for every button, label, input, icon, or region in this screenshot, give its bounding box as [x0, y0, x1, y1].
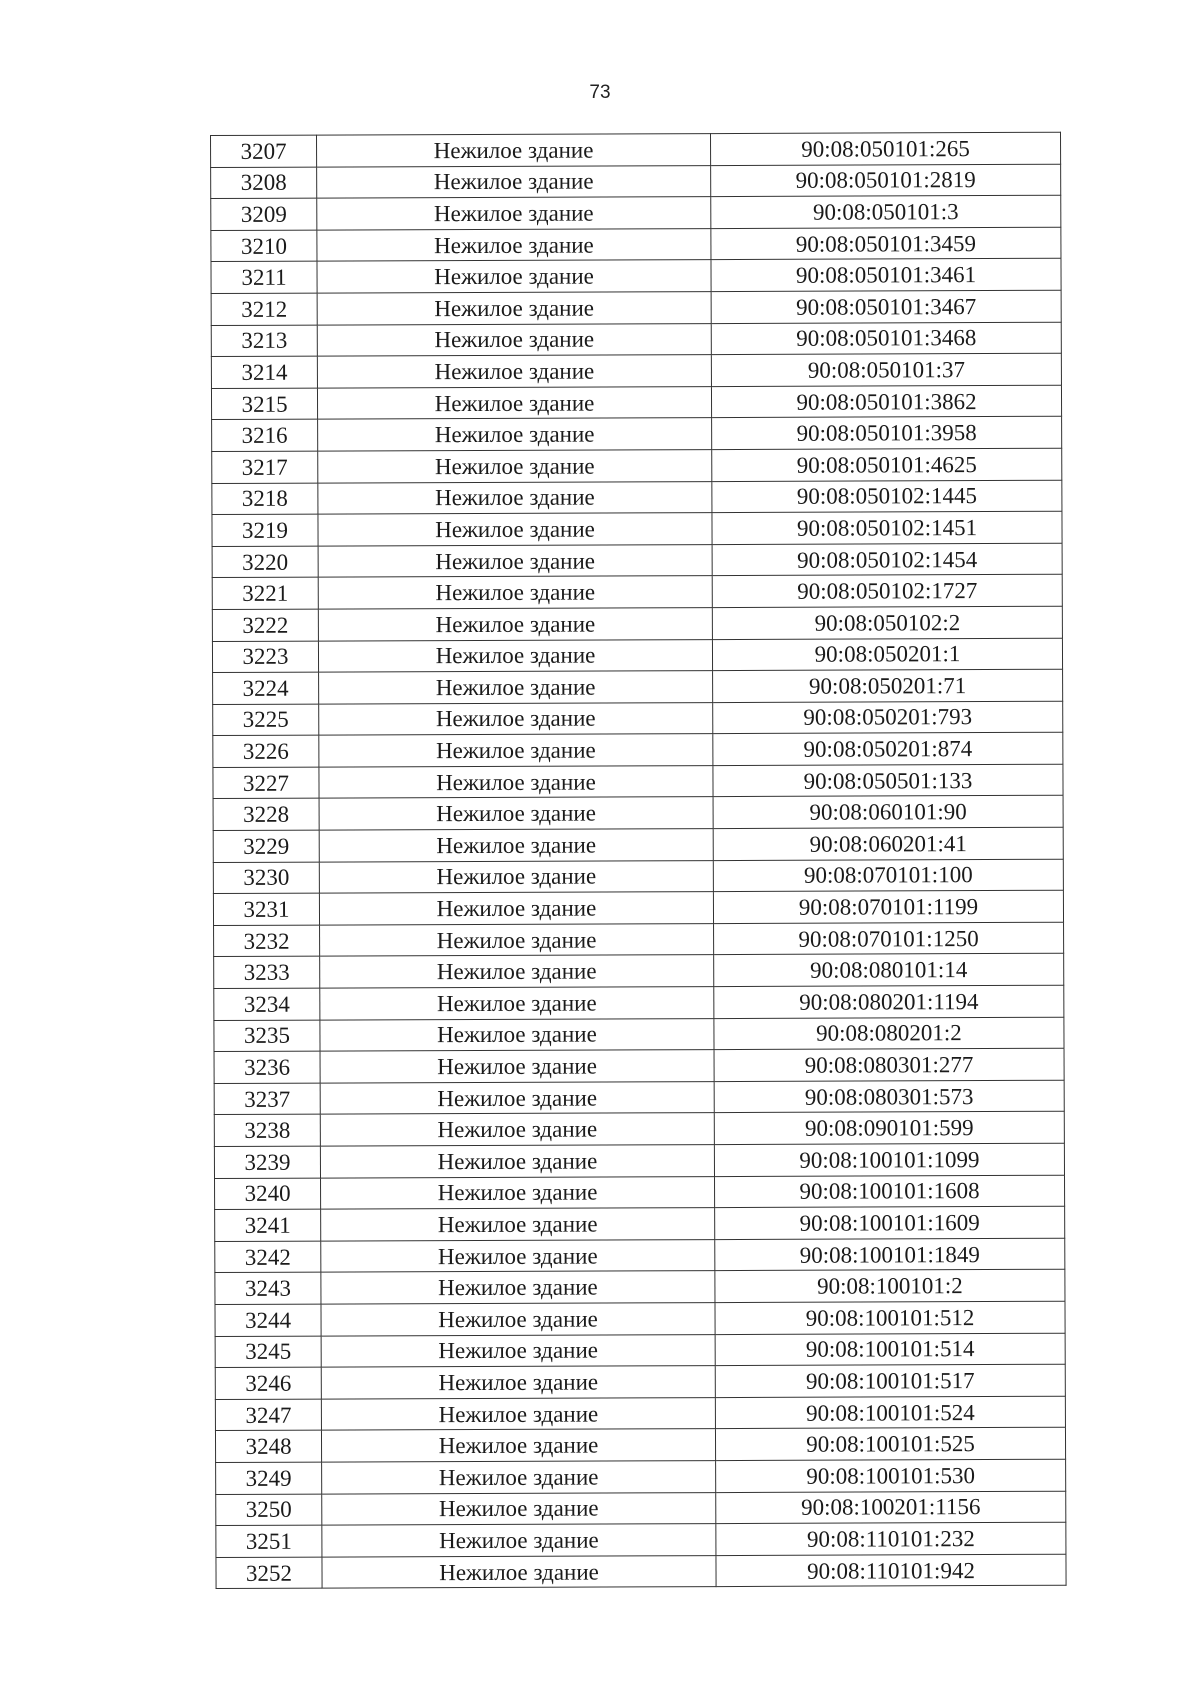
table-row: [214, 1048, 1064, 1083]
object-type-cell: Нежилое здание: [322, 1555, 716, 1588]
table-row: [216, 1554, 1066, 1589]
object-type-cell: Нежилое здание: [317, 386, 711, 419]
table-row: [211, 132, 1061, 167]
cadastral-number-cell: 90:08:100101:2: [715, 1270, 1065, 1303]
row-number-cell: 3234: [214, 988, 320, 1020]
table-row: [215, 1270, 1065, 1305]
object-type-cell: Нежилое здание: [319, 860, 713, 893]
object-type-cell: Нежилое здание: [317, 228, 711, 261]
object-type-cell: Нежилое здание: [318, 639, 712, 672]
cadastral-number-cell: 90:08:070101:1250: [714, 922, 1064, 955]
row-number-cell: 3230: [213, 862, 319, 894]
object-type-cell: Нежилое здание: [322, 1524, 716, 1557]
object-type-cell: Нежилое здание: [318, 418, 712, 451]
table-row: [215, 1396, 1065, 1431]
cadastral-number-cell: 90:08:050101:265: [710, 132, 1060, 165]
object-type-cell: Нежилое здание: [320, 1113, 714, 1146]
page-number: 73: [589, 82, 611, 103]
row-number-cell: 3249: [216, 1462, 322, 1494]
object-type-cell: Нежилое здание: [319, 797, 713, 830]
object-type-cell: Нежилое здание: [317, 134, 711, 167]
row-number-cell: 3229: [213, 830, 319, 862]
cadastral-number-cell: 90:08:110101:942: [716, 1554, 1066, 1587]
cadastral-number-cell: 90:08:050102:1451: [712, 511, 1062, 544]
cadastral-number-cell: 90:08:060101:90: [713, 796, 1063, 829]
object-type-cell: Нежилое здание: [319, 892, 713, 925]
object-type-cell: Нежилое здание: [319, 765, 713, 798]
table-row: [215, 1175, 1065, 1210]
object-type-cell: Нежилое здание: [320, 923, 714, 956]
row-number-cell: 3235: [214, 1020, 320, 1052]
cadastral-number-cell: 90:08:050101:3468: [711, 322, 1061, 355]
cadastral-number-cell: 90:08:050501:133: [713, 764, 1063, 797]
row-number-cell: 3252: [216, 1557, 322, 1589]
cadastral-number-cell: 90:08:050201:874: [713, 733, 1063, 766]
table-row: [215, 1333, 1065, 1368]
row-number-cell: 3209: [211, 198, 317, 230]
row-number-cell: 3219: [212, 514, 318, 546]
table-row: [215, 1238, 1065, 1273]
row-number-cell: 3211: [211, 261, 317, 293]
row-number-cell: 3207: [211, 135, 317, 167]
row-number-cell: 3237: [214, 1083, 320, 1115]
property-registry-table: [210, 132, 1067, 1590]
row-number-cell: 3246: [215, 1367, 321, 1399]
cadastral-number-cell: 90:08:080301:277: [714, 1048, 1064, 1081]
object-type-cell: Нежилое здание: [321, 1271, 715, 1304]
cadastral-number-cell: 90:08:100101:1099: [714, 1143, 1064, 1176]
object-type-cell: Нежилое здание: [319, 671, 713, 704]
row-number-cell: 3221: [212, 577, 318, 609]
row-number-cell: 3231: [213, 893, 319, 925]
table-row: [213, 890, 1063, 925]
cadastral-number-cell: 90:08:050101:3: [711, 195, 1061, 228]
cadastral-number-cell: 90:08:050101:3862: [711, 385, 1061, 418]
object-type-cell: Нежилое здание: [320, 1018, 714, 1051]
table-row: [214, 1080, 1064, 1115]
object-type-cell: Нежилое здание: [321, 1366, 715, 1399]
row-number-cell: 3243: [215, 1272, 321, 1304]
object-type-cell: Нежилое здание: [320, 1145, 714, 1178]
object-type-cell: Нежилое здание: [317, 323, 711, 356]
cadastral-number-cell: 90:08:100101:1609: [715, 1206, 1065, 1239]
cadastral-number-cell: 90:08:100101:524: [715, 1396, 1065, 1429]
row-number-cell: 3228: [213, 799, 319, 831]
row-number-cell: 3214: [211, 356, 317, 388]
row-number-cell: 3213: [211, 325, 317, 357]
row-number-cell: 3226: [213, 735, 319, 767]
row-number-cell: 3220: [212, 546, 318, 578]
table-row: [211, 353, 1061, 388]
row-number-cell: 3215: [211, 388, 317, 420]
table-row: [213, 859, 1063, 894]
table-row: [216, 1522, 1066, 1557]
row-number-cell: 3208: [211, 167, 317, 199]
row-number-cell: 3248: [215, 1430, 321, 1462]
table-row: [211, 290, 1061, 325]
table-row: [214, 1017, 1064, 1052]
cadastral-number-cell: 90:08:080101:14: [714, 954, 1064, 987]
cadastral-number-cell: 90:08:070101:100: [713, 859, 1063, 892]
table-row: [215, 1364, 1065, 1399]
cadastral-number-cell: 90:08:080201:2: [714, 1017, 1064, 1050]
object-type-cell: Нежилое здание: [321, 1303, 715, 1336]
cadastral-number-cell: 90:08:100101:512: [715, 1301, 1065, 1334]
cadastral-number-cell: 90:08:080301:573: [714, 1080, 1064, 1113]
object-type-cell: Нежилое здание: [318, 544, 712, 577]
cadastral-number-cell: 90:08:050201:1: [712, 638, 1062, 671]
table-row: [211, 164, 1061, 199]
object-type-cell: Нежилое здание: [320, 1081, 714, 1114]
cadastral-number-cell: 90:08:110101:232: [716, 1522, 1066, 1555]
object-type-cell: Нежилое здание: [319, 702, 713, 735]
object-type-cell: Нежилое здание: [317, 260, 711, 293]
table-row: [212, 511, 1062, 546]
cadastral-number-cell: 90:08:100201:1156: [716, 1491, 1066, 1524]
object-type-cell: Нежилое здание: [318, 513, 712, 546]
table-row: [214, 1143, 1064, 1178]
cadastral-number-cell: 90:08:100101:530: [716, 1459, 1066, 1492]
table-row: [212, 448, 1062, 483]
object-type-cell: Нежилое здание: [321, 1239, 715, 1272]
cadastral-number-cell: 90:08:050201:793: [713, 701, 1063, 734]
cadastral-number-cell: 90:08:050101:3459: [711, 227, 1061, 260]
object-type-cell: Нежилое здание: [318, 607, 712, 640]
cadastral-number-cell: 90:08:100101:1849: [715, 1238, 1065, 1271]
table-row: [213, 669, 1063, 704]
row-number-cell: 3217: [212, 451, 318, 483]
cadastral-number-cell: 90:08:050101:4625: [712, 448, 1062, 481]
table-row: [213, 827, 1063, 862]
cadastral-number-cell: 90:08:100101:525: [715, 1428, 1065, 1461]
table-row: [214, 954, 1064, 989]
table-row: [216, 1491, 1066, 1526]
row-number-cell: 3218: [212, 483, 318, 515]
row-number-cell: 3251: [216, 1525, 322, 1557]
table-row: [214, 1112, 1064, 1147]
object-type-cell: Нежилое здание: [322, 1492, 716, 1525]
cadastral-number-cell: 90:08:050102:1727: [712, 575, 1062, 608]
cadastral-number-cell: 90:08:050201:71: [713, 669, 1063, 702]
table-row: [213, 701, 1063, 736]
row-number-cell: 3216: [212, 419, 318, 451]
object-type-cell: Нежилое здание: [321, 1429, 715, 1462]
cadastral-number-cell: 90:08:080201:1194: [714, 985, 1064, 1018]
table-body: [211, 132, 1067, 1589]
table-row: [211, 385, 1061, 420]
table-row: [212, 417, 1062, 452]
row-number-cell: 3224: [213, 672, 319, 704]
table-row: [211, 322, 1061, 357]
row-number-cell: 3245: [215, 1336, 321, 1368]
table-row: [216, 1459, 1066, 1494]
object-type-cell: Нежилое здание: [320, 1050, 714, 1083]
row-number-cell: 3238: [214, 1114, 320, 1146]
table-row: [214, 985, 1064, 1020]
cadastral-number-cell: 90:08:060201:41: [713, 827, 1063, 860]
object-type-cell: Нежилое здание: [321, 1208, 715, 1241]
object-type-cell: Нежилое здание: [317, 197, 711, 230]
object-type-cell: Нежилое здание: [317, 355, 711, 388]
cadastral-number-cell: 90:08:050102:2: [712, 606, 1062, 639]
object-type-cell: Нежилое здание: [319, 734, 713, 767]
object-type-cell: Нежилое здание: [318, 450, 712, 483]
object-type-cell: Нежилое здание: [317, 165, 711, 198]
table-row: [214, 922, 1064, 957]
row-number-cell: 3212: [211, 293, 317, 325]
object-type-cell: Нежилое здание: [320, 955, 714, 988]
cadastral-number-cell: 90:08:050102:1454: [712, 543, 1062, 576]
row-number-cell: 3250: [216, 1494, 322, 1526]
table-row: [212, 575, 1062, 610]
table-row: [215, 1301, 1065, 1336]
cadastral-number-cell: 90:08:050101:37: [711, 353, 1061, 386]
object-type-cell: Нежилое здание: [322, 1461, 716, 1494]
table-row: [211, 195, 1061, 230]
table-row: [212, 638, 1062, 673]
row-number-cell: 3239: [214, 1146, 320, 1178]
table-row: [213, 764, 1063, 799]
object-type-cell: Нежилое здание: [319, 829, 713, 862]
row-number-cell: 3222: [212, 609, 318, 641]
table-row: [211, 227, 1061, 262]
object-type-cell: Нежилое здание: [317, 292, 711, 325]
table-row: [212, 543, 1062, 578]
object-type-cell: Нежилое здание: [321, 1176, 715, 1209]
row-number-cell: 3233: [214, 957, 320, 989]
row-number-cell: 3241: [215, 1209, 321, 1241]
cadastral-number-cell: 90:08:050101:2819: [711, 164, 1061, 197]
table-row: [213, 796, 1063, 831]
cadastral-number-cell: 90:08:050101:3958: [712, 417, 1062, 450]
row-number-cell: 3225: [213, 704, 319, 736]
table-row: [212, 480, 1062, 515]
object-type-cell: Нежилое здание: [321, 1334, 715, 1367]
table-row: [215, 1206, 1065, 1241]
cadastral-number-cell: 90:08:050101:3461: [711, 259, 1061, 292]
object-type-cell: Нежилое здание: [318, 481, 712, 514]
row-number-cell: 3244: [215, 1304, 321, 1336]
row-number-cell: 3223: [212, 641, 318, 673]
object-type-cell: Нежилое здание: [318, 576, 712, 609]
row-number-cell: 3240: [215, 1178, 321, 1210]
object-type-cell: Нежилое здание: [320, 987, 714, 1020]
cadastral-number-cell: 90:08:090101:599: [714, 1112, 1064, 1145]
row-number-cell: 3232: [214, 925, 320, 957]
table-row: [212, 606, 1062, 641]
table-row: [213, 733, 1063, 768]
cadastral-number-cell: 90:08:050101:3467: [711, 290, 1061, 323]
row-number-cell: 3236: [214, 1051, 320, 1083]
cadastral-number-cell: 90:08:100101:1608: [715, 1175, 1065, 1208]
table-row: [215, 1428, 1065, 1463]
cadastral-number-cell: 90:08:070101:1199: [713, 890, 1063, 923]
cadastral-number-cell: 90:08:100101:514: [715, 1333, 1065, 1366]
cadastral-number-cell: 90:08:050102:1445: [712, 480, 1062, 513]
object-type-cell: Нежилое здание: [321, 1397, 715, 1430]
cadastral-number-cell: 90:08:100101:517: [715, 1364, 1065, 1397]
row-number-cell: 3247: [215, 1399, 321, 1431]
row-number-cell: 3242: [215, 1241, 321, 1273]
row-number-cell: 3210: [211, 230, 317, 262]
row-number-cell: 3227: [213, 767, 319, 799]
table-row: [211, 259, 1061, 294]
